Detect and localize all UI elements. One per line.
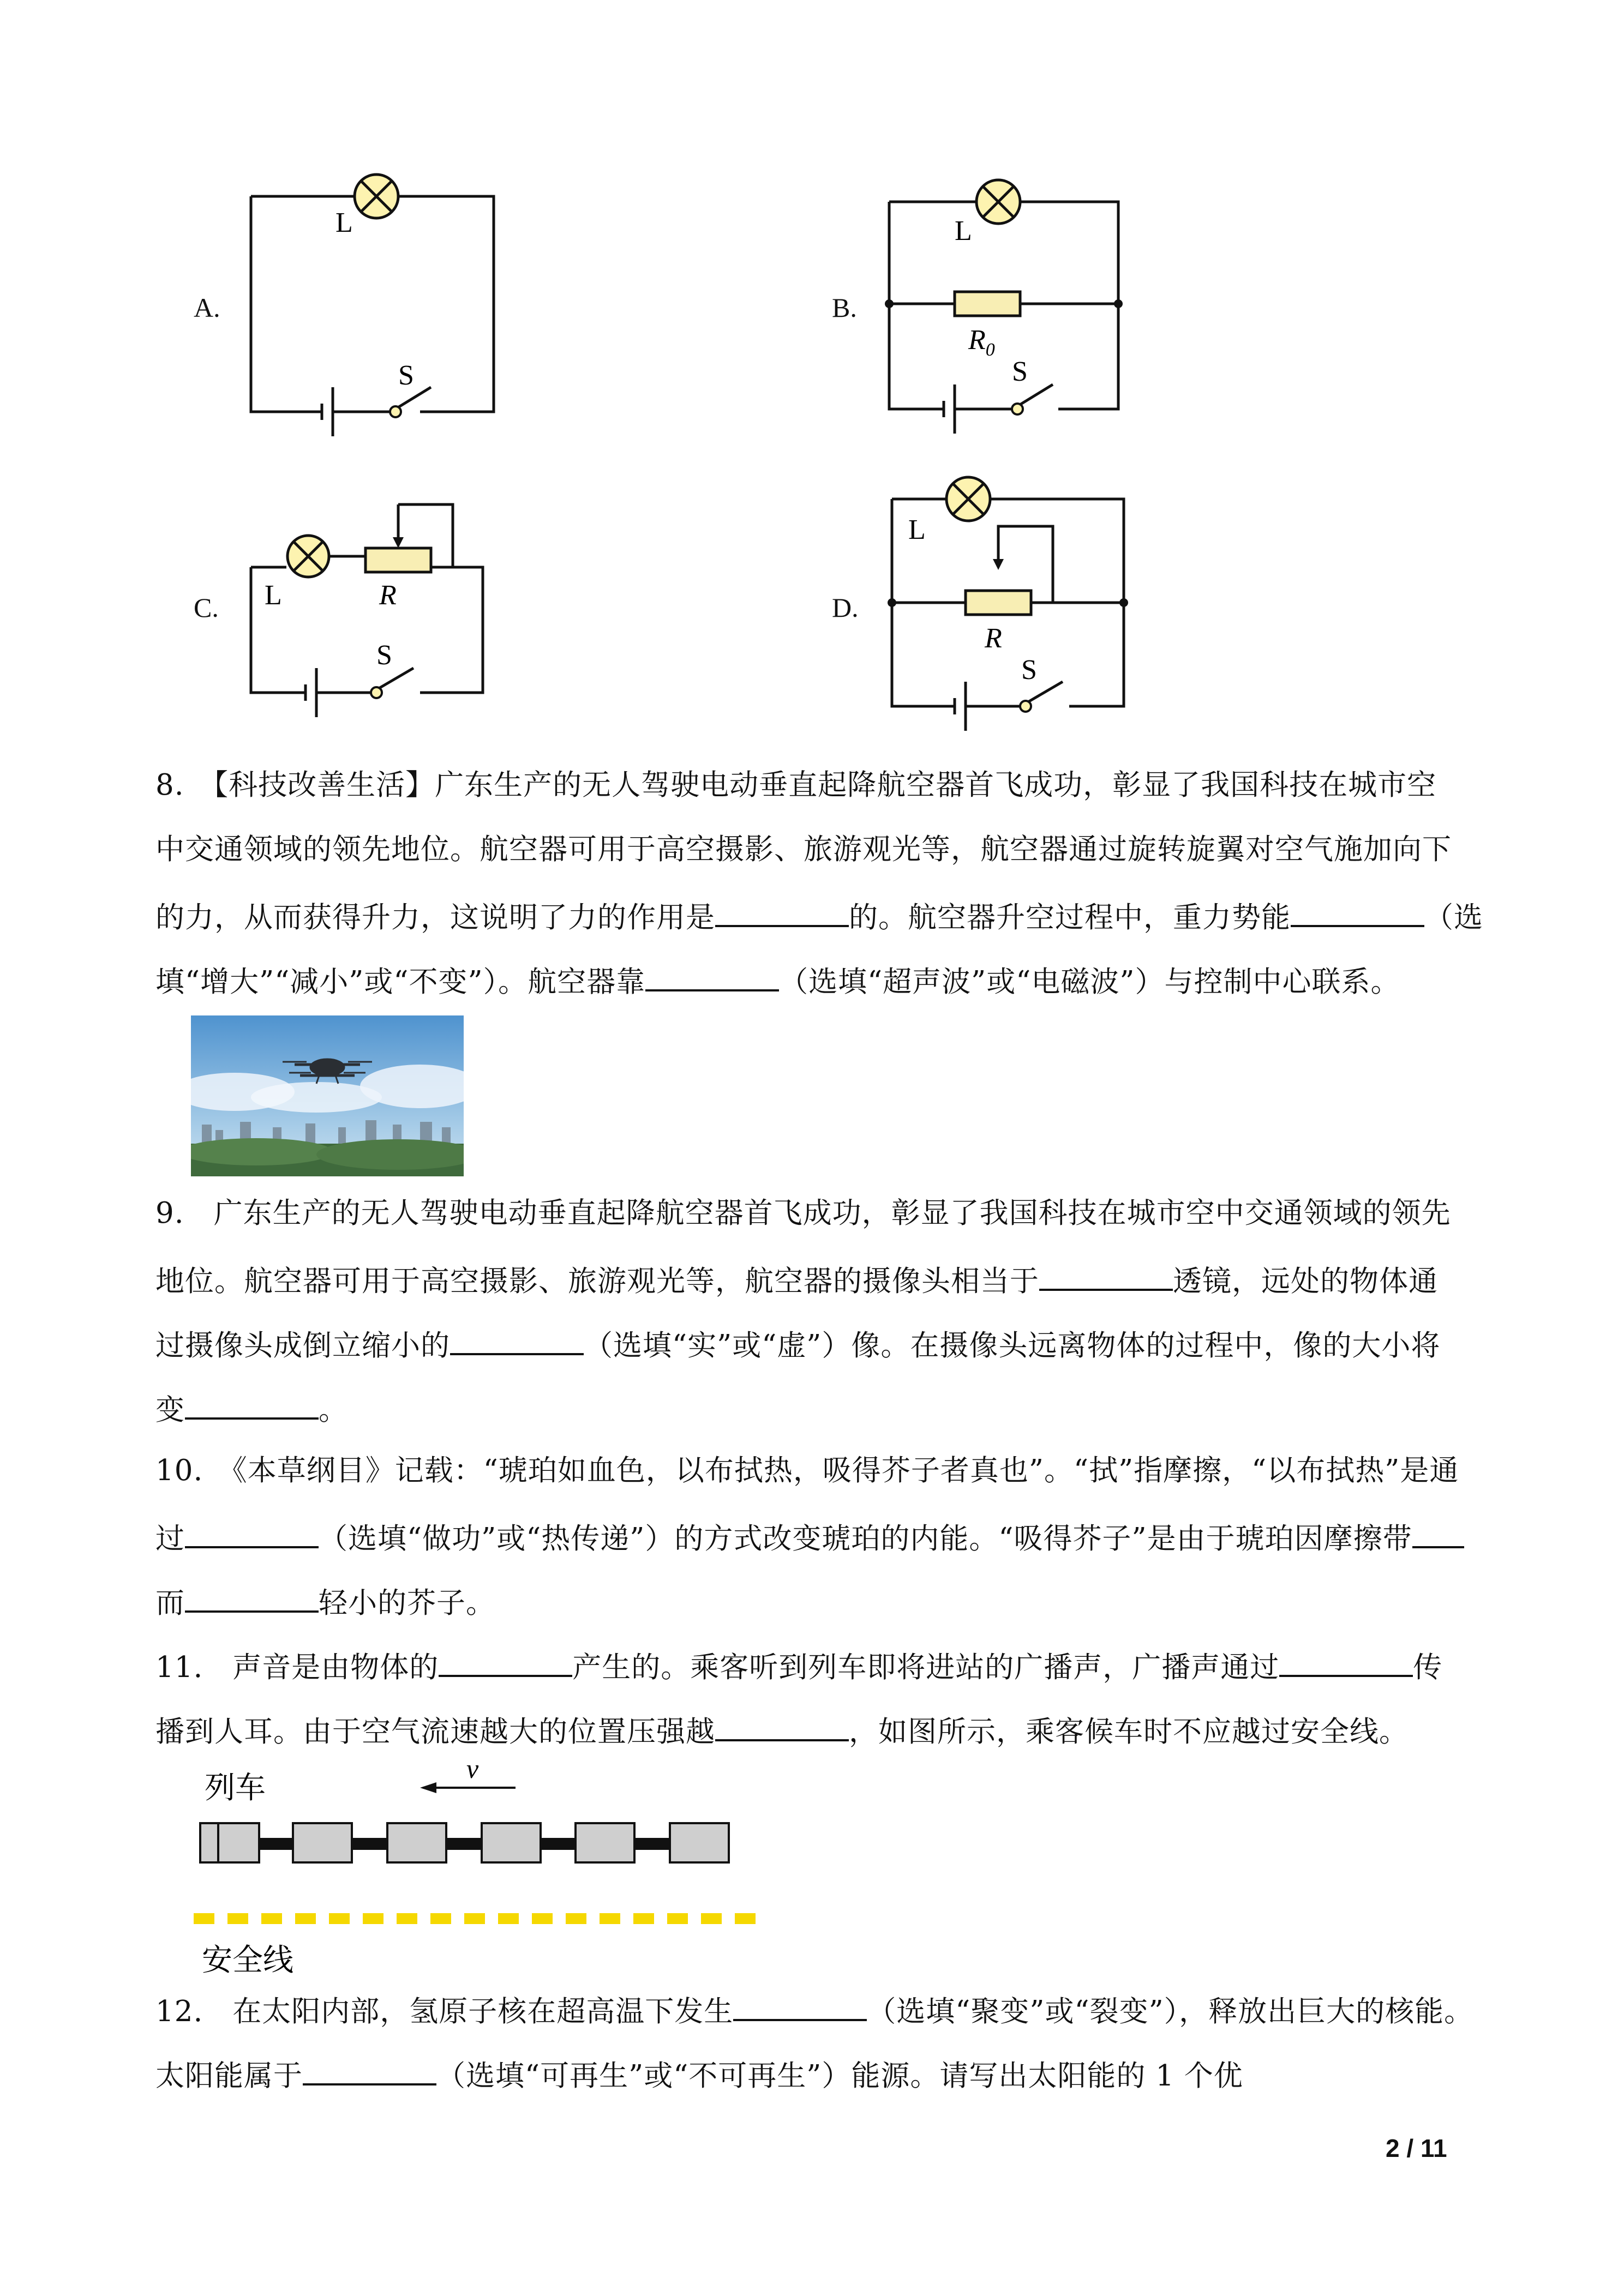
q10-line-1: 10. 《本草纲目》记载：“琥珀如血色，以布拭热，吸得芥子者真也”。“拭”指摩擦，“以布拭热”是通 <box>155 1454 1459 1487</box>
circuit-diagram-d <box>878 469 1140 742</box>
switch-label: S <box>398 360 414 391</box>
switch-label: S <box>1012 356 1028 387</box>
rheostat-label: R <box>985 623 1002 654</box>
train-label: 列车 <box>205 1770 266 1805</box>
lamp-label: L <box>335 207 353 238</box>
switch-contact-icon <box>1020 701 1031 712</box>
answer-blank[interactable] <box>185 1519 319 1548</box>
lamp-label: L <box>265 580 282 611</box>
option-a-label: A. <box>194 292 220 323</box>
train-car <box>482 1823 541 1862</box>
q9-line-2: 地位。航空器可用于高空摄影、旅游观光等，航空器的摄像头相当于 透镜，远处的物体通 <box>155 1261 1438 1298</box>
q12-line-1: 12. 在太阳内部，氢原子核在超高温下发生 （选填“聚变”或“裂变”），释放出巨大的核能。 <box>155 1992 1473 2028</box>
velocity-label: v <box>466 1759 479 1784</box>
train-car <box>387 1823 446 1862</box>
circuit-diagram-b <box>878 175 1135 447</box>
answer-blank[interactable] <box>1291 898 1424 927</box>
rheostat-icon <box>365 548 431 572</box>
q8-line-2: 中交通领域的领先地位。航空器可用于高空摄影、旅游观光等，航空器通过旋转旋翼对空气施加向下 <box>155 833 1452 866</box>
train-car <box>576 1823 634 1862</box>
q8-line-3: 的力，从而获得升力，这说明了力的作用是 的。航空器升空过程中，重力势能 （选 <box>155 898 1483 934</box>
answer-blank[interactable] <box>303 2056 436 2085</box>
option-d-label: D. <box>832 592 859 623</box>
q9-line-1: 9. 广东生产的无人驾驶电动垂直起降航空器首飞成功，彰显了我国科技在城市空中交通领域的领先 <box>155 1197 1451 1230</box>
page-number: 2 / 11 <box>1386 2134 1447 2162</box>
resistor-icon <box>955 292 1020 316</box>
switch-contact-icon <box>371 687 382 698</box>
aircraft-photo <box>191 1015 464 1176</box>
safety-line-label: 安全线 <box>202 1943 293 1977</box>
answer-blank[interactable] <box>185 1583 319 1613</box>
answer-blank[interactable] <box>1279 1648 1413 1677</box>
circuit-diagram-c <box>240 480 502 731</box>
answer-blank[interactable] <box>185 1390 319 1420</box>
rheostat-icon <box>966 591 1031 615</box>
switch-label: S <box>376 640 392 671</box>
train-car <box>200 1823 259 1862</box>
q8-line-4: 填“增大”“减小”或“不变”）。航空器靠 （选填“超声波”或“电磁波”）与控制中心联系。 <box>155 962 1400 999</box>
option-b-label: B. <box>832 292 857 323</box>
q9-line-4: 变 。 <box>155 1390 348 1427</box>
resistor-label: $R_0$ <box>968 324 995 360</box>
option-c-label: C. <box>194 592 219 623</box>
answer-blank[interactable] <box>450 1326 584 1355</box>
q10-line-2: 过 （选填“做功”或“热传递”）的方式改变琥珀的内能。“吸得芥子”是由于琥珀因摩擦带 <box>155 1519 1464 1555</box>
lamp-label: L <box>955 215 972 247</box>
answer-blank[interactable] <box>1039 1261 1173 1291</box>
answer-blank[interactable] <box>1412 1519 1464 1548</box>
q12-line-2: 太阳能属于 （选填“可再生”或“不可再生”）能源。请写出太阳能的 1 个优 <box>155 2056 1243 2093</box>
q11-line-1: 11. 声音是由物体的 产生的。乘客听到列车即将进站的广播声，广播声通过 传 <box>155 1648 1442 1684</box>
rheostat-label: R <box>379 580 397 611</box>
answer-blank[interactable] <box>733 1992 867 2021</box>
q9-line-3: 过摄像头成倒立缩小的 （选填“实”或“虚”）像。在摄像头远离物体的过程中，像的大小将 <box>155 1326 1440 1362</box>
q11-line-2: 播到人耳。由于空气流速越大的位置压强越 ，如图所示，乘客候车时不应越过安全线。 <box>155 1712 1409 1748</box>
q10-line-3: 而 轻小的芥子。 <box>155 1583 495 1620</box>
answer-blank[interactable] <box>645 962 779 991</box>
switch-contact-icon <box>390 406 401 417</box>
train-car <box>670 1823 729 1862</box>
circuit-diagram-a <box>240 164 507 447</box>
answer-blank[interactable] <box>439 1648 572 1677</box>
train-diagram <box>194 1759 766 1988</box>
lamp-label: L <box>908 514 926 545</box>
answer-blank[interactable] <box>715 1712 849 1741</box>
train-car <box>293 1823 352 1862</box>
switch-label: S <box>1021 654 1037 686</box>
answer-blank[interactable] <box>715 898 849 927</box>
q8-line-1: 8. 【科技改善生活】广东生产的无人驾驶电动垂直起降航空器首飞成功，彰显了我国科技在城市空 <box>155 768 1437 802</box>
switch-contact-icon <box>1012 404 1023 414</box>
